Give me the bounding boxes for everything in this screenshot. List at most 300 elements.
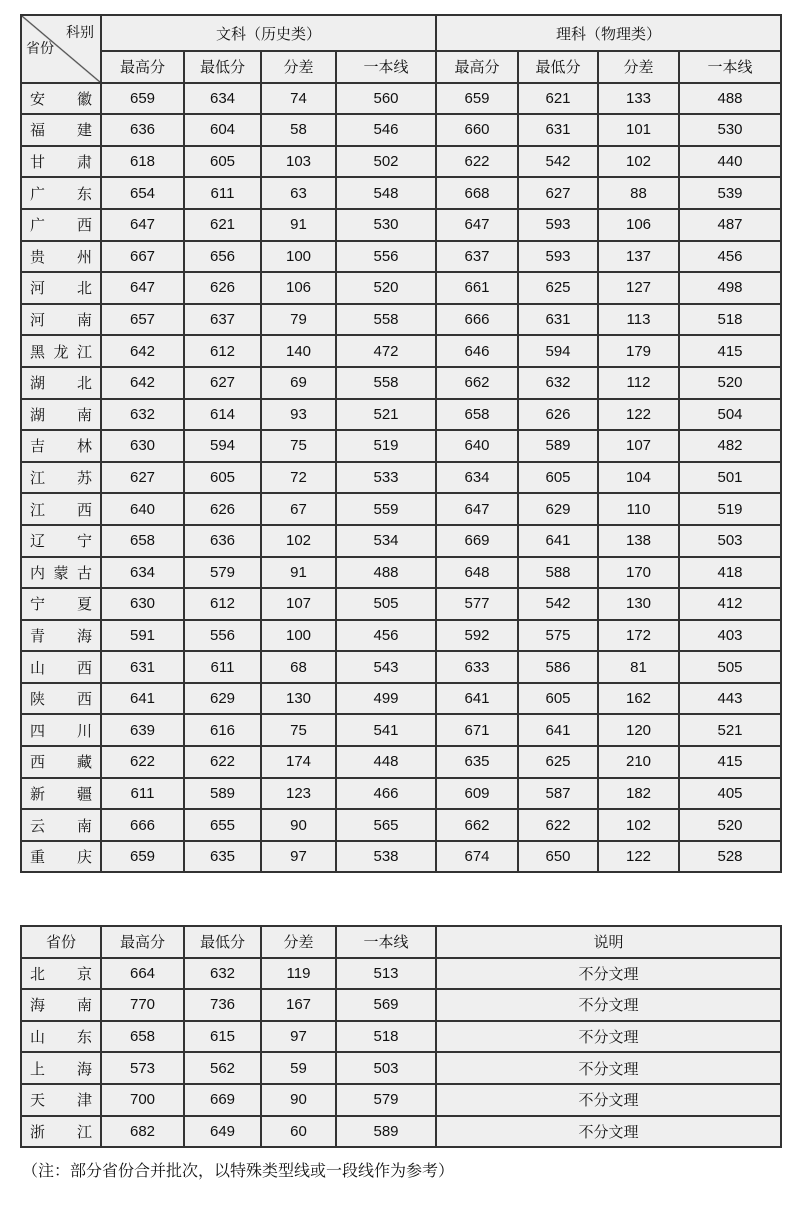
score-cell: 538 xyxy=(336,841,436,873)
score-cell: 499 xyxy=(336,683,436,715)
score-cell: 518 xyxy=(336,1021,436,1053)
table-row xyxy=(21,399,781,431)
table-row xyxy=(21,1116,781,1148)
group-header-science: 理科（物理类） xyxy=(436,15,781,51)
column-header: 一本线 xyxy=(336,926,436,958)
province-cell: 河北 xyxy=(21,272,101,304)
score-cell: 562 xyxy=(184,1052,261,1084)
score-cell: 68 xyxy=(261,651,336,683)
table-row xyxy=(21,272,781,304)
score-cell: 174 xyxy=(261,746,336,778)
column-header: 最高分 xyxy=(436,51,518,83)
province-cell: 浙江 xyxy=(21,1116,101,1148)
score-cell: 110 xyxy=(598,493,679,525)
score-cell: 631 xyxy=(101,651,184,683)
table-row xyxy=(21,620,781,652)
table-row xyxy=(21,683,781,715)
score-cell: 130 xyxy=(261,683,336,715)
score-cell: 674 xyxy=(436,841,518,873)
table-row xyxy=(21,958,781,990)
score-cell: 488 xyxy=(679,83,781,115)
score-cell: 630 xyxy=(101,430,184,462)
score-cell: 612 xyxy=(184,335,261,367)
score-cell: 627 xyxy=(101,462,184,494)
province-cell: 宁夏 xyxy=(21,588,101,620)
score-cell: 170 xyxy=(598,557,679,589)
corner-subject-label: 科别 xyxy=(66,25,94,41)
province-cell: 黑龙江 xyxy=(21,335,101,367)
score-cell: 616 xyxy=(184,714,261,746)
table-row xyxy=(21,114,781,146)
score-cell: 107 xyxy=(261,588,336,620)
table-row xyxy=(21,430,781,462)
score-cell: 448 xyxy=(336,746,436,778)
score-cell: 632 xyxy=(518,367,598,399)
column-header: 最低分 xyxy=(184,51,261,83)
score-cell: 642 xyxy=(101,367,184,399)
score-cell: 106 xyxy=(261,272,336,304)
score-cell: 138 xyxy=(598,525,679,557)
column-header: 省份 xyxy=(21,926,101,958)
score-cell: 591 xyxy=(101,620,184,652)
score-cell: 140 xyxy=(261,335,336,367)
score-cell: 520 xyxy=(336,272,436,304)
column-header: 最高分 xyxy=(101,926,184,958)
column-header: 分差 xyxy=(261,51,336,83)
score-cell: 630 xyxy=(101,588,184,620)
score-cell: 565 xyxy=(336,809,436,841)
score-cell: 137 xyxy=(598,241,679,273)
province-cell: 贵州 xyxy=(21,241,101,273)
score-cell: 668 xyxy=(436,177,518,209)
score-cell: 505 xyxy=(336,588,436,620)
group-header-liberal-arts: 文科（历史类） xyxy=(101,15,436,51)
table-row xyxy=(21,83,781,115)
score-cell: 472 xyxy=(336,335,436,367)
column-header: 说明 xyxy=(436,926,781,958)
score-cell: 659 xyxy=(436,83,518,115)
score-cell: 671 xyxy=(436,714,518,746)
score-cell: 543 xyxy=(336,651,436,683)
score-cell: 621 xyxy=(518,83,598,115)
score-table-by-subject xyxy=(20,14,782,873)
score-cell: 412 xyxy=(679,588,781,620)
score-cell: 556 xyxy=(336,241,436,273)
score-cell: 75 xyxy=(261,430,336,462)
score-cell: 609 xyxy=(436,778,518,810)
score-cell: 611 xyxy=(184,177,261,209)
table-row xyxy=(21,746,781,778)
score-cell: 639 xyxy=(101,714,184,746)
score-cell: 636 xyxy=(101,114,184,146)
score-cell: 700 xyxy=(101,1084,184,1116)
score-cell: 605 xyxy=(518,462,598,494)
score-cell: 97 xyxy=(261,841,336,873)
table-row xyxy=(21,588,781,620)
score-cell: 664 xyxy=(101,958,184,990)
score-cell: 648 xyxy=(436,557,518,589)
score-cell: 605 xyxy=(518,683,598,715)
table-row xyxy=(21,493,781,525)
score-cell: 579 xyxy=(336,1084,436,1116)
score-cell: 635 xyxy=(436,746,518,778)
score-cell: 172 xyxy=(598,620,679,652)
score-cell: 100 xyxy=(261,620,336,652)
score-cell: 112 xyxy=(598,367,679,399)
province-cell: 河南 xyxy=(21,304,101,336)
score-cell: 646 xyxy=(436,335,518,367)
table-row xyxy=(21,462,781,494)
remark-cell: 不分文理 xyxy=(436,1084,781,1116)
table-row xyxy=(21,714,781,746)
score-cell: 614 xyxy=(184,399,261,431)
score-cell: 655 xyxy=(184,809,261,841)
score-cell: 528 xyxy=(679,841,781,873)
score-cell: 91 xyxy=(261,557,336,589)
score-cell: 589 xyxy=(518,430,598,462)
score-cell: 90 xyxy=(261,1084,336,1116)
score-cell: 658 xyxy=(101,525,184,557)
score-cell: 622 xyxy=(436,146,518,178)
score-cell: 666 xyxy=(101,809,184,841)
score-cell: 130 xyxy=(598,588,679,620)
score-cell: 418 xyxy=(679,557,781,589)
score-cell: 530 xyxy=(336,209,436,241)
score-cell: 440 xyxy=(679,146,781,178)
score-cell: 593 xyxy=(518,209,598,241)
score-cell: 505 xyxy=(679,651,781,683)
score-cell: 558 xyxy=(336,304,436,336)
score-cell: 456 xyxy=(336,620,436,652)
province-cell: 广西 xyxy=(21,209,101,241)
score-cell: 656 xyxy=(184,241,261,273)
score-cell: 63 xyxy=(261,177,336,209)
score-cell: 558 xyxy=(336,367,436,399)
score-cell: 588 xyxy=(518,557,598,589)
score-table-combined xyxy=(20,925,782,1148)
score-cell: 654 xyxy=(101,177,184,209)
column-header: 最高分 xyxy=(101,51,184,83)
province-cell: 安徽 xyxy=(21,83,101,115)
score-cell: 521 xyxy=(679,714,781,746)
table-row xyxy=(21,1052,781,1084)
corner-province-label: 省份 xyxy=(26,40,54,57)
score-cell: 629 xyxy=(184,683,261,715)
score-cell: 101 xyxy=(598,114,679,146)
score-cell: 625 xyxy=(518,746,598,778)
province-cell: 山东 xyxy=(21,1021,101,1053)
score-cell: 120 xyxy=(598,714,679,746)
score-cell: 59 xyxy=(261,1052,336,1084)
province-cell: 吉林 xyxy=(21,430,101,462)
score-cell: 456 xyxy=(679,241,781,273)
score-cell: 542 xyxy=(518,146,598,178)
score-cell: 633 xyxy=(436,651,518,683)
score-cell: 579 xyxy=(184,557,261,589)
table-row xyxy=(21,1084,781,1116)
score-cell: 593 xyxy=(518,241,598,273)
score-cell: 669 xyxy=(184,1084,261,1116)
column-header: 最低分 xyxy=(184,926,261,958)
score-cell: 69 xyxy=(261,367,336,399)
score-cell: 503 xyxy=(679,525,781,557)
score-cell: 647 xyxy=(101,209,184,241)
score-cell: 647 xyxy=(436,209,518,241)
province-cell: 四川 xyxy=(21,714,101,746)
score-cell: 641 xyxy=(518,525,598,557)
score-cell: 637 xyxy=(184,304,261,336)
score-cell: 625 xyxy=(518,272,598,304)
table-row xyxy=(21,304,781,336)
score-cell: 649 xyxy=(184,1116,261,1148)
table-row xyxy=(21,209,781,241)
score-cell: 629 xyxy=(518,493,598,525)
score-cell: 631 xyxy=(518,114,598,146)
score-cell: 615 xyxy=(184,1021,261,1053)
score-cell: 658 xyxy=(101,1021,184,1053)
score-cell: 658 xyxy=(436,399,518,431)
province-cell: 内蒙古 xyxy=(21,557,101,589)
province-cell: 重庆 xyxy=(21,841,101,873)
table-row xyxy=(21,841,781,873)
column-header: 一本线 xyxy=(679,51,781,83)
score-cell: 637 xyxy=(436,241,518,273)
score-cell: 75 xyxy=(261,714,336,746)
score-cell: 502 xyxy=(336,146,436,178)
score-cell: 415 xyxy=(679,746,781,778)
score-cell: 560 xyxy=(336,83,436,115)
score-cell: 542 xyxy=(518,588,598,620)
score-cell: 103 xyxy=(261,146,336,178)
score-cell: 621 xyxy=(184,209,261,241)
score-cell: 60 xyxy=(261,1116,336,1148)
score-cell: 107 xyxy=(598,430,679,462)
score-cell: 627 xyxy=(518,177,598,209)
score-cell: 666 xyxy=(436,304,518,336)
score-cell: 659 xyxy=(101,83,184,115)
score-cell: 133 xyxy=(598,83,679,115)
score-cell: 618 xyxy=(101,146,184,178)
score-cell: 770 xyxy=(101,989,184,1021)
score-cell: 640 xyxy=(436,430,518,462)
score-cell: 72 xyxy=(261,462,336,494)
remark-cell: 不分文理 xyxy=(436,1116,781,1148)
score-cell: 503 xyxy=(336,1052,436,1084)
score-cell: 88 xyxy=(598,177,679,209)
score-cell: 573 xyxy=(101,1052,184,1084)
score-cell: 662 xyxy=(436,809,518,841)
score-cell: 91 xyxy=(261,209,336,241)
score-cell: 97 xyxy=(261,1021,336,1053)
score-cell: 605 xyxy=(184,146,261,178)
score-cell: 634 xyxy=(101,557,184,589)
province-cell: 天津 xyxy=(21,1084,101,1116)
score-cell: 67 xyxy=(261,493,336,525)
score-cell: 74 xyxy=(261,83,336,115)
score-cell: 612 xyxy=(184,588,261,620)
score-cell: 90 xyxy=(261,809,336,841)
score-cell: 443 xyxy=(679,683,781,715)
score-cell: 113 xyxy=(598,304,679,336)
score-cell: 605 xyxy=(184,462,261,494)
score-cell: 58 xyxy=(261,114,336,146)
remark-cell: 不分文理 xyxy=(436,958,781,990)
score-cell: 466 xyxy=(336,778,436,810)
score-cell: 405 xyxy=(679,778,781,810)
corner-header xyxy=(21,15,101,83)
score-cell: 498 xyxy=(679,272,781,304)
score-cell: 640 xyxy=(101,493,184,525)
score-cell: 518 xyxy=(679,304,781,336)
score-cell: 587 xyxy=(518,778,598,810)
score-cell: 488 xyxy=(336,557,436,589)
score-cell: 642 xyxy=(101,335,184,367)
score-cell: 661 xyxy=(436,272,518,304)
score-cell: 592 xyxy=(436,620,518,652)
province-cell: 江西 xyxy=(21,493,101,525)
score-cell: 123 xyxy=(261,778,336,810)
score-cell: 122 xyxy=(598,841,679,873)
score-cell: 662 xyxy=(436,367,518,399)
score-cell: 210 xyxy=(598,746,679,778)
score-cell: 79 xyxy=(261,304,336,336)
score-cell: 179 xyxy=(598,335,679,367)
score-cell: 682 xyxy=(101,1116,184,1148)
score-cell: 626 xyxy=(518,399,598,431)
score-cell: 487 xyxy=(679,209,781,241)
province-cell: 西藏 xyxy=(21,746,101,778)
score-cell: 622 xyxy=(518,809,598,841)
score-cell: 104 xyxy=(598,462,679,494)
province-cell: 湖南 xyxy=(21,399,101,431)
score-cell: 122 xyxy=(598,399,679,431)
province-cell: 广东 xyxy=(21,177,101,209)
score-cell: 534 xyxy=(336,525,436,557)
score-cell: 559 xyxy=(336,493,436,525)
score-cell: 635 xyxy=(184,841,261,873)
score-cell: 482 xyxy=(679,430,781,462)
province-cell: 陕西 xyxy=(21,683,101,715)
table-row xyxy=(21,177,781,209)
score-cell: 641 xyxy=(518,714,598,746)
table-row xyxy=(21,367,781,399)
table-row xyxy=(21,525,781,557)
score-cell: 627 xyxy=(184,367,261,399)
province-cell: 海南 xyxy=(21,989,101,1021)
score-cell: 594 xyxy=(518,335,598,367)
score-cell: 632 xyxy=(184,958,261,990)
province-cell: 新疆 xyxy=(21,778,101,810)
score-cell: 504 xyxy=(679,399,781,431)
score-cell: 100 xyxy=(261,241,336,273)
score-cell: 631 xyxy=(518,304,598,336)
score-cell: 660 xyxy=(436,114,518,146)
table-row xyxy=(21,651,781,683)
score-cell: 659 xyxy=(101,841,184,873)
table-row xyxy=(21,557,781,589)
score-cell: 569 xyxy=(336,989,436,1021)
score-cell: 119 xyxy=(261,958,336,990)
province-cell: 辽宁 xyxy=(21,525,101,557)
table-row xyxy=(21,778,781,810)
remark-cell: 不分文理 xyxy=(436,989,781,1021)
province-cell: 云南 xyxy=(21,809,101,841)
score-cell: 636 xyxy=(184,525,261,557)
score-cell: 546 xyxy=(336,114,436,146)
score-cell: 539 xyxy=(679,177,781,209)
score-cell: 519 xyxy=(679,493,781,525)
score-cell: 604 xyxy=(184,114,261,146)
score-cell: 513 xyxy=(336,958,436,990)
province-cell: 甘肃 xyxy=(21,146,101,178)
score-cell: 577 xyxy=(436,588,518,620)
score-cell: 667 xyxy=(101,241,184,273)
province-cell: 青海 xyxy=(21,620,101,652)
table-row xyxy=(21,146,781,178)
province-cell: 上海 xyxy=(21,1052,101,1084)
score-cell: 575 xyxy=(518,620,598,652)
score-cell: 736 xyxy=(184,989,261,1021)
column-header: 分差 xyxy=(261,926,336,958)
score-cell: 102 xyxy=(598,146,679,178)
score-cell: 530 xyxy=(679,114,781,146)
table-row xyxy=(21,809,781,841)
score-cell: 589 xyxy=(336,1116,436,1148)
score-cell: 519 xyxy=(336,430,436,462)
score-cell: 611 xyxy=(101,778,184,810)
table-row xyxy=(21,335,781,367)
score-cell: 634 xyxy=(184,83,261,115)
score-cell: 162 xyxy=(598,683,679,715)
score-cell: 548 xyxy=(336,177,436,209)
score-cell: 626 xyxy=(184,272,261,304)
score-cell: 102 xyxy=(261,525,336,557)
score-cell: 415 xyxy=(679,335,781,367)
table-row xyxy=(21,241,781,273)
score-cell: 501 xyxy=(679,462,781,494)
score-cell: 641 xyxy=(436,683,518,715)
remark-cell: 不分文理 xyxy=(436,1021,781,1053)
score-cell: 634 xyxy=(436,462,518,494)
score-cell: 632 xyxy=(101,399,184,431)
remark-cell: 不分文理 xyxy=(436,1052,781,1084)
score-cell: 647 xyxy=(436,493,518,525)
score-cell: 541 xyxy=(336,714,436,746)
score-cell: 182 xyxy=(598,778,679,810)
column-header: 分差 xyxy=(598,51,679,83)
score-cell: 611 xyxy=(184,651,261,683)
column-header: 一本线 xyxy=(336,51,436,83)
score-cell: 127 xyxy=(598,272,679,304)
score-cell: 594 xyxy=(184,430,261,462)
score-cell: 589 xyxy=(184,778,261,810)
score-cell: 520 xyxy=(679,367,781,399)
province-cell: 山西 xyxy=(21,651,101,683)
score-cell: 647 xyxy=(101,272,184,304)
score-cell: 622 xyxy=(101,746,184,778)
score-cell: 81 xyxy=(598,651,679,683)
score-cell: 106 xyxy=(598,209,679,241)
score-cell: 403 xyxy=(679,620,781,652)
score-cell: 520 xyxy=(679,809,781,841)
score-cell: 586 xyxy=(518,651,598,683)
score-cell: 669 xyxy=(436,525,518,557)
score-cell: 641 xyxy=(101,683,184,715)
footnote: （注：部分省份合并批次，以特殊类型线或一段线作为参考） xyxy=(22,1161,455,1180)
table-row xyxy=(21,989,781,1021)
score-cell: 650 xyxy=(518,841,598,873)
province-cell: 江苏 xyxy=(21,462,101,494)
